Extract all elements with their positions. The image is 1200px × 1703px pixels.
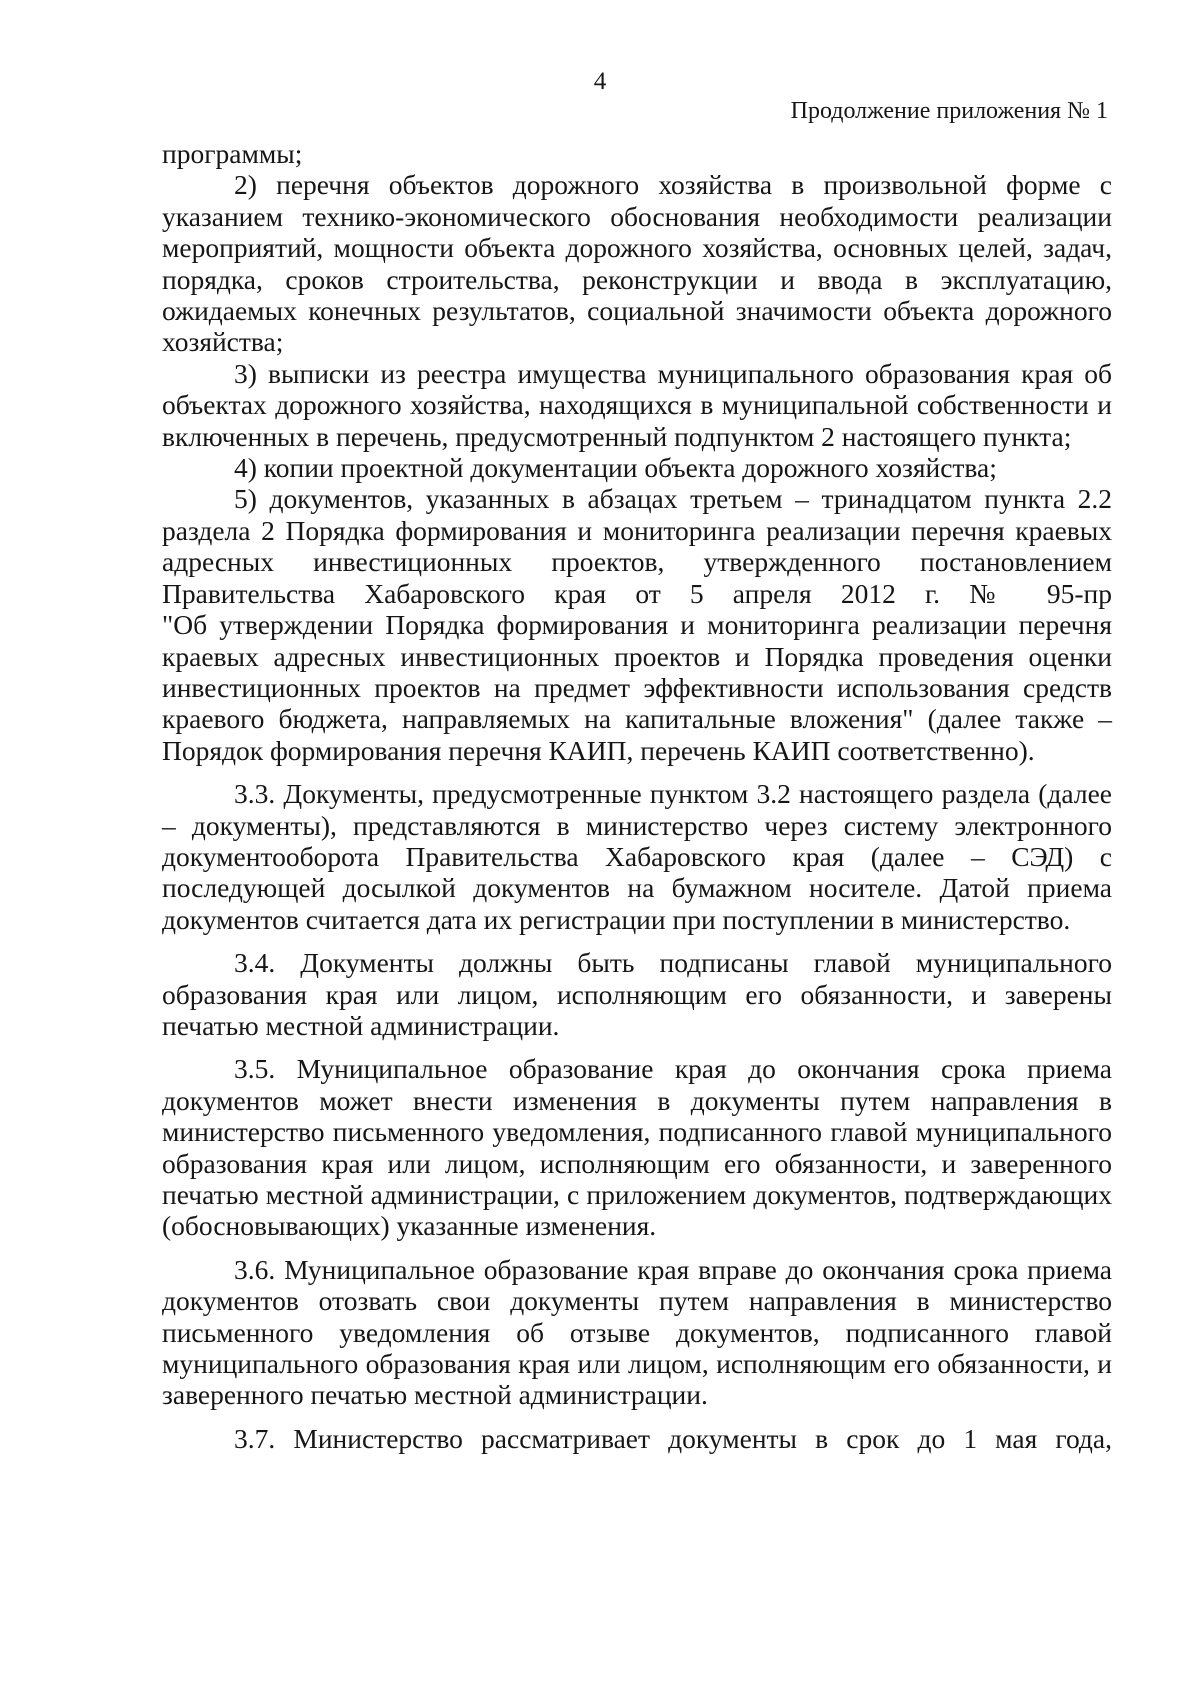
paragraph-item-5: 5) документов, указанных в абзацах третьем – тринадцатом пункта 2.2 раздела 2 Порядка формирования и мониторинга реализации перечня краевых адресных инвестиционных проектов, утвержденного постановлением Правительства Хабаровского края от 5 апреля 2012 г. № 95-пр <box>162 483 1112 609</box>
paragraph-item-4: 4) копии проектной документации объекта дорожного хозяйства; <box>234 452 997 484</box>
page-number: 4 <box>593 68 607 95</box>
paragraph-item-2: 2) перечня объектов дорожного хозяйства в произвольной форме с указанием технико-экономического обоснования необходимости реализации мероприятий, мощности объекта дорожного хозяйства, основных целей, задач, порядка, сроков строительства, реконструкции и ввода в эксплуатацию, ожидаемых конечных результатов, социальной значимости объекта дорожного хозяйства; <box>162 169 1112 358</box>
paragraph-resolution-title: "Об утверждении Порядка формирования и мониторинга реализации перечня краевых адресных инвестиционных проектов и Порядка проведения оценки инвестиционных проектов на предмет эффективности использования средств краевого бюджета, направляемых на капитальные вложения" (далее также – Порядок формирования перечня КАИП, перечень КАИП соответственно). <box>162 609 1112 766</box>
document-body <box>162 138 1112 1454</box>
paragraph-3-5: 3.5. Муниципальное образование края до окончания срока приема документов может внести изменения в документы путем направления в министерство письменного уведомления, подписанного главой муниципального образования края или лицом, исполняющим его обязанности, и заверенного печатью местной администрации, с приложением документов, подтверждающих (обосновывающих) указанные изменения. <box>162 1053 1112 1242</box>
appendix-continuation-note: Продолжение приложения № 1 <box>790 98 1108 124</box>
paragraph-3-4: 3.4. Документы должны быть подписаны главой муниципального образования края или лицом, исполняющим его обязанности, и заверены печатью местной администрации. <box>162 947 1112 1041</box>
paragraph-programs-end: программы; <box>162 138 303 169</box>
paragraph-item-3: 3) выписки из реестра имущества муниципального образования края об объектах дорожного хозяйства, находящихся в муниципальной собственности и включенных в перечень, предусмотренный подпунктом 2 настоящего пункта; <box>162 357 1112 452</box>
paragraph-3-3: 3.3. Документы, предусмотренные пунктом 3.2 настоящего раздела (далее – документы), представляются в министерство через систему электронного документооборота Правительства Хабаровского края (далее – СЭД) с последующей досылкой документов на бумажном носителе. Датой приема документов считается дата их регистрации при поступлении в министерство. <box>162 778 1112 935</box>
paragraph-3-6: 3.6. Муниципальное образование края вправе до окончания срока приема документов отозвать свои документы путем направления в министерство письменного уведомления об отзыве документов, подписанного главой муниципального образования края или лицом, исполняющим его обязанности, и заверенного печатью местной администрации. <box>162 1253 1112 1411</box>
paragraph-3-7: 3.7. Министерство рассматривает документы в срок до 1 мая года, <box>234 1422 1112 1454</box>
